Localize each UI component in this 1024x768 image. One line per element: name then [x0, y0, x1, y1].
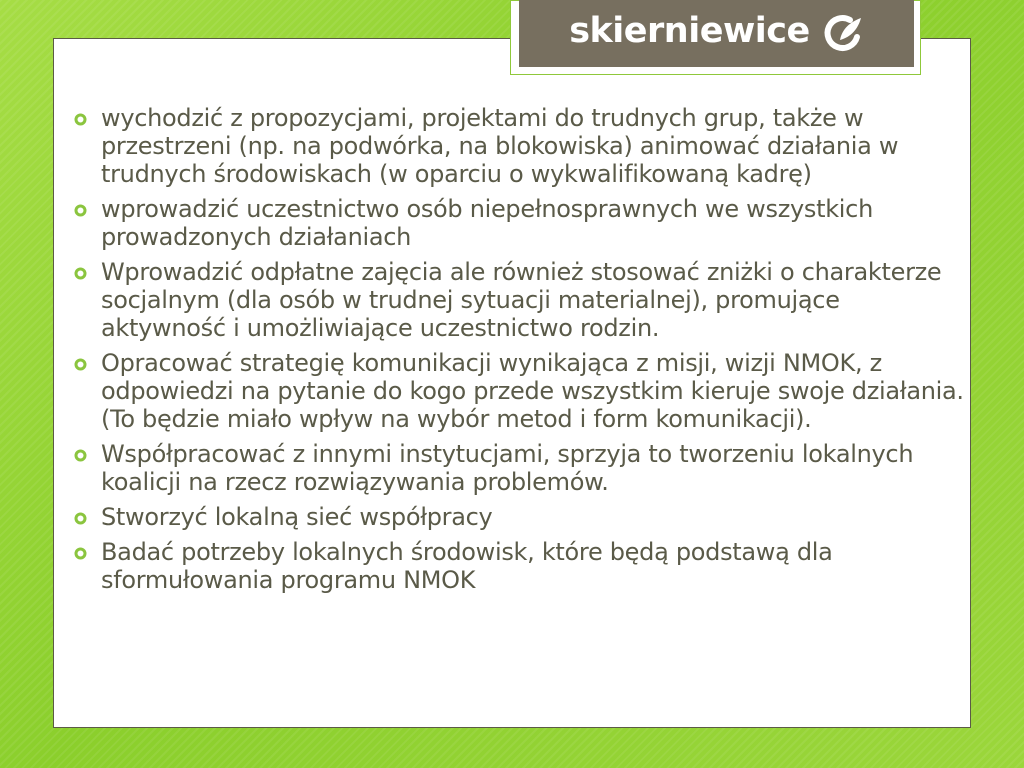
bullet-text: wprowadzić uczestnictwo osób niepełnosprawnych we wszystkich prowadzonych działaniach — [101, 195, 873, 251]
skierniewice-logo — [519, 0, 914, 67]
bullet-text: Badać potrzeby lokalnych środowisk, które będą podstawą dla sformułowania programu NMOK — [101, 538, 833, 594]
bullet-text: Opracować strategię komunikacji wynikająca z misji, wizji NMOK, z odpowiedzi na pytanie do kogo przede wszystkim kieruje swoje działania. (To będzie miało wpływ na wybór metod i form komunikacji). — [101, 349, 964, 433]
bullet-text: Wprowadzić odpłatne zajęcia ale również stosować zniżki o charakterze socjalnym (dla osób w trudnej sytuacji materialnej), promujące aktywność i umożliwiające uczestnictwo rodzin. — [101, 258, 942, 342]
logo-text: skierniewice — [569, 11, 810, 51]
list-item — [72, 538, 966, 594]
list-item — [72, 258, 966, 342]
bullet-text: wychodzić z propozycjami, projektami do trudnych grup, także w przestrzeni (np. na podwórka, na blokowiska) animować działania w trudnych środowiskach (w oparciu o wykwalifikowaną kadrę) — [101, 104, 899, 188]
circle-bullet-icon — [74, 449, 87, 462]
list-item — [72, 195, 966, 251]
leaf-swirl-icon — [820, 11, 864, 55]
list-item — [72, 349, 966, 433]
bullet-text: Stworzyć lokalną sieć współpracy — [101, 503, 493, 531]
circle-bullet-icon — [74, 512, 87, 525]
bullet-text: Współpracować z innymi instytucjami, sprzyja to tworzeniu lokalnych koalicji na rzecz rozwiązywania problemów. — [101, 440, 914, 496]
circle-bullet-icon — [74, 113, 87, 126]
circle-bullet-icon — [74, 204, 87, 217]
circle-bullet-icon — [74, 358, 87, 371]
list-item — [72, 104, 966, 188]
bullet-list — [72, 104, 966, 601]
list-item — [72, 503, 966, 531]
circle-bullet-icon — [74, 267, 87, 280]
list-item — [72, 440, 966, 496]
circle-bullet-icon — [74, 547, 87, 560]
